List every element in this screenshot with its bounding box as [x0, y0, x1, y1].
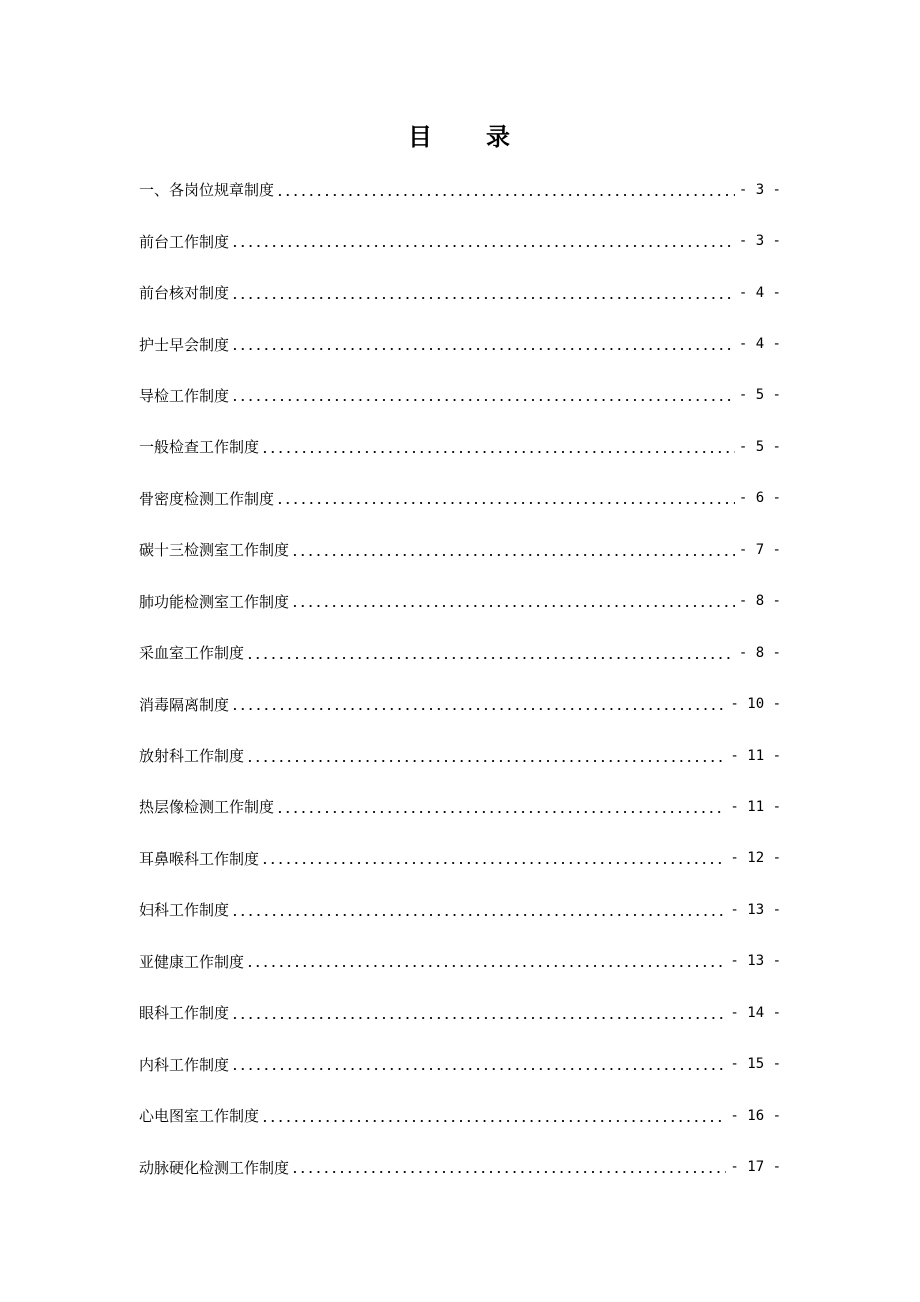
toc-entry-title: 内科工作制度 [139, 1055, 230, 1074]
dot-leader [291, 553, 735, 557]
toc-entry [139, 730, 781, 781]
dot-leader [291, 1170, 726, 1174]
dot-leader [231, 913, 726, 917]
toc-entry-page-number: - 4 - [738, 336, 781, 353]
toc-entry [139, 164, 781, 215]
toc-entry [139, 884, 781, 935]
toc-entry-title: 前台核对制度 [139, 284, 230, 303]
dot-leader [231, 244, 735, 248]
toc-entry-page-number: - 8 - [738, 593, 781, 610]
toc-entry-title: 采血室工作制度 [139, 644, 245, 663]
toc-entry [139, 833, 781, 884]
toc-entry [139, 473, 781, 524]
toc-entry-page-number: - 7 - [738, 541, 781, 558]
toc-entry-page-number: - 16 - [730, 1107, 781, 1124]
toc-entry-page-number: - 3 - [738, 181, 781, 198]
toc-entry [139, 987, 781, 1038]
dot-leader [231, 1067, 726, 1071]
dot-leader [261, 1119, 726, 1123]
dot-leader [276, 193, 735, 197]
toc-entry-page-number: - 11 - [730, 798, 781, 815]
toc-entry-title: 亚健康工作制度 [139, 952, 245, 971]
toc-entry-title: 一般检查工作制度 [139, 438, 260, 457]
dot-leader [246, 656, 735, 660]
toc-entry [139, 678, 781, 729]
dot-leader [231, 1016, 726, 1020]
toc-entry-title: 肺功能检测室工作制度 [139, 592, 290, 611]
dot-leader [291, 604, 735, 608]
toc-entry [139, 781, 781, 832]
dot-leader [231, 398, 735, 402]
toc-entry [139, 215, 781, 266]
toc-entry-page-number: - 11 - [730, 747, 781, 764]
toc-entry [139, 627, 781, 678]
toc-entry [139, 421, 781, 472]
toc-entry-page-number: - 5 - [738, 438, 781, 455]
toc-entry-page-number: - 3 - [738, 233, 781, 250]
toc-entry [139, 370, 781, 421]
toc-entry [139, 1141, 781, 1192]
toc-entry-page-number: - 4 - [738, 284, 781, 301]
page-title: 目 录 [408, 122, 512, 151]
toc-entry-page-number: - 13 - [730, 953, 781, 970]
toc-entry-page-number: - 5 - [738, 387, 781, 404]
toc-entry-title: 碳十三检测室工作制度 [139, 541, 290, 560]
toc-entry-title: 妇科工作制度 [139, 901, 230, 920]
dot-leader [231, 347, 735, 351]
table-of-contents [139, 164, 781, 1193]
toc-entry-title: 心电图室工作制度 [139, 1107, 260, 1126]
toc-entry-page-number: - 14 - [730, 1004, 781, 1021]
toc-entry-title: 放射科工作制度 [139, 747, 245, 766]
toc-entry [139, 576, 781, 627]
toc-entry [139, 1090, 781, 1141]
toc-entry [139, 318, 781, 369]
toc-entry-page-number: - 15 - [730, 1056, 781, 1073]
toc-entry [139, 936, 781, 987]
toc-entry-page-number: - 12 - [730, 850, 781, 867]
dot-leader [246, 964, 726, 968]
dot-leader [276, 810, 726, 814]
dot-leader [246, 759, 726, 763]
toc-entry-title: 动脉硬化检测工作制度 [139, 1158, 290, 1177]
dot-leader [276, 501, 735, 505]
toc-entry [139, 1038, 781, 1089]
toc-entry-title: 前台工作制度 [139, 232, 230, 251]
dot-leader [231, 707, 726, 711]
toc-entry-title: 导检工作制度 [139, 386, 230, 405]
toc-entry-page-number: - 6 - [738, 490, 781, 507]
toc-entry-title: 一、各岗位规章制度 [139, 181, 275, 200]
toc-entry-page-number: - 10 - [730, 696, 781, 713]
dot-leader [261, 861, 726, 865]
toc-entry-title: 骨密度检测工作制度 [139, 489, 275, 508]
dot-leader [231, 296, 735, 300]
toc-entry-title: 耳鼻喉科工作制度 [139, 849, 260, 868]
toc-entry-title: 消毒隔离制度 [139, 695, 230, 714]
toc-entry-title: 热层像检测工作制度 [139, 798, 275, 817]
toc-entry [139, 267, 781, 318]
toc-entry-title: 护士早会制度 [139, 335, 230, 354]
dot-leader [261, 450, 735, 454]
toc-entry-page-number: - 13 - [730, 901, 781, 918]
toc-entry-page-number: - 17 - [730, 1159, 781, 1176]
toc-entry-title: 眼科工作制度 [139, 1004, 230, 1023]
toc-entry [139, 524, 781, 575]
toc-entry-page-number: - 8 - [738, 644, 781, 661]
